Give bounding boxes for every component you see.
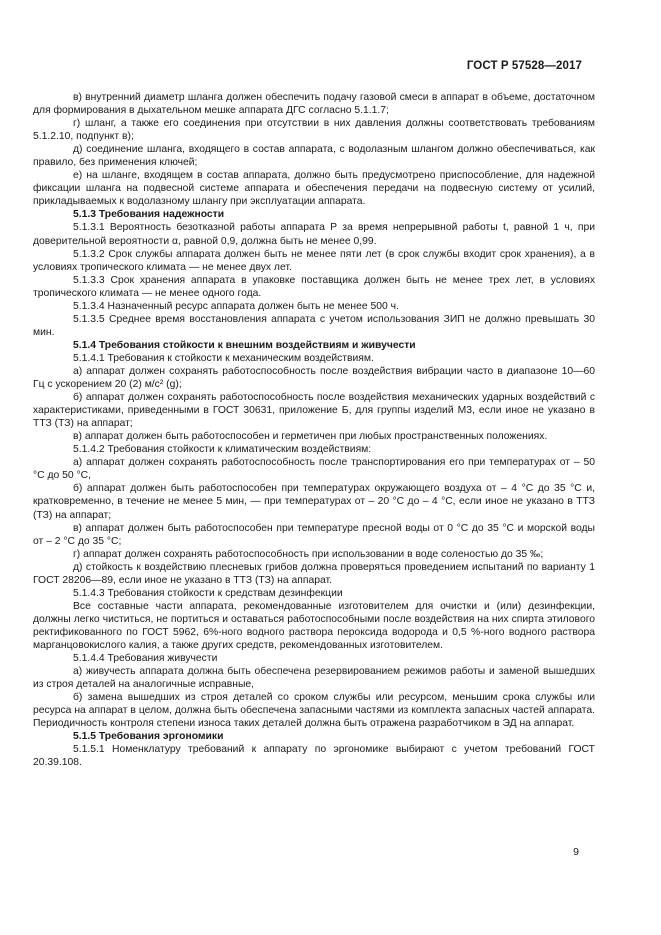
paragraph: Все составные части аппарата, рекомендованные изготовителем для очистки и (или) дезинфекции, должны легко чиститься, не портиться и оставаться работоспособными после воздействия на них спирта этилового ректификованного по ГОСТ 5962, 6%-ного водного раствора пероксида водорода и 0,5 %-ного водного раствора марганцовокислого калия, а также других средств, рекомендованных изготовителем. — [33, 600, 595, 651]
paragraph: 5.1.3.5 Среднее время восстановления аппарата с учетом использования ЗИП не должно превышать 30 мин. — [33, 313, 595, 338]
document-body — [33, 91, 595, 769]
section-heading: 5.1.4 Требования стойкости к внешним воздействиям и живучести — [73, 339, 416, 351]
section-heading: 5.1.5 Требования эргономики — [73, 731, 224, 743]
page-header-doc-id: ГОСТ Р 57528—2017 — [466, 60, 582, 72]
paragraph: е) на шланге, входящем в состав аппарата, должно быть предусмотрено приспособление, для надежной фиксации шланга на подвесной системе аппарата и обеспечения передачи на подвесную систему от усилий, прикладываемых к водолазному шлангу при эксплуатации аппарата. — [33, 170, 595, 208]
paragraph: г) аппарат должен сохранять работоспособность при использовании в воде соленостью до 35 ‰; — [73, 548, 544, 560]
paragraph: в) аппарат должен быть работоспособен и герметичен при любых пространственных положениях. — [73, 431, 548, 443]
paragraph: 5.1.5.1 Номенклатуру требований к аппарату по эргономике выбирают с учетом требований ГОСТ 20.39.108. — [33, 744, 595, 769]
paragraph: 5.1.4.1 Требования к стойкости к механическим воздействиям. — [73, 352, 374, 364]
paragraph: 5.1.3.4 Назначенный ресурс аппарата должен быть не менее 500 ч. — [73, 300, 399, 312]
paragraph: 5.1.4.4 Требования живучести — [73, 653, 218, 665]
page-number: 9 — [573, 846, 579, 858]
paragraph: 5.1.3.2 Срок службы аппарата должен быть не менее пяти лет (в срок службы входит срок хранения), а в условиях тропического климата — не менее двух лет. — [33, 248, 595, 273]
paragraph: а) аппарат должен сохранять работоспособность после транспортирования его при температурах от – 50 °С до 50 °С, — [33, 457, 595, 482]
paragraph: 5.1.3.1 Вероятность безотказной работы аппарата Р за время непрерывной работы t, равной 1 ч, при доверительной вероятности α, равной 0,9, должна быть не менее 0,99. — [33, 222, 595, 247]
paragraph: в) внутренний диаметр шланга должен обеспечить подачу газовой смеси в аппарат в объеме, достаточном для формирования в дыхательном мешке аппарата ДГС согласно 5.1.1.7; — [33, 92, 595, 117]
paragraph: б) аппарат должен сохранять работоспособность после воздействия механических ударных воздействий с характеристиками, приведенными в ГОСТ 30631, приложение Б, для группы изделий М3, если иное не указано в ТТЗ (ТЗ) на аппарат; — [33, 392, 595, 430]
paragraph: а) аппарат должен сохранять работоспособность после воздействия вибрации часто в диапазоне 10—60 Гц с ускорением 20 (2) м/с² (g); — [33, 365, 595, 391]
paragraph: 5.1.3.3 Срок хранения аппарата в упаковке поставщика должен быть не менее трех лет, в условиях тропического климата — не менее одного года. — [33, 274, 595, 299]
paragraph: г) шланг, а также его соединения при отсутствии в них давления должны соответствовать требованиям 5.1.2.10, подпункт в); — [33, 118, 595, 143]
paragraph: в) аппарат должен быть работоспособен при температуре пресной воды от 0 °С до 35 °С и морской воды от – 2 °С до 35 °С; — [33, 522, 595, 547]
paragraph: б) замена вышедших из строя деталей со сроком службы или ресурсом, меньшим срока службы или ресурса на аппарат в целом, должна быть обеспечена запасными частями из комплекта запасных частей аппарата. Периодичность контроля степени износа таких деталей должна быть отражена разработчиком в ЭД на аппарат. — [33, 692, 595, 730]
paragraph: 5.1.4.3 Требования стойкости к средствам дезинфекции — [73, 587, 343, 599]
paragraph: 5.1.4.2 Требования стойкости к климатическим воздействиям: — [73, 444, 372, 456]
paragraph: д) стойкость к воздействию плесневых грибов должна проверяться проведением испытаний по варианту 1 ГОСТ 28206—89, если иное не указано в ТТЗ (ТЗ) на аппарат. — [33, 561, 595, 586]
paragraph: б) аппарат должен быть работоспособен при температурах окружающего воздуха от – 4 °С до 35 °С и, кратковременно, в течение не менее 5 мин, — при температурах от – 20 °С до – 4 °С, если иное не указано в ТТЗ (ТЗ) на аппарат; — [33, 483, 595, 521]
paragraph: д) соединение шланга, входящего в состав аппарата, с водолазным шлангом должно обеспечиваться, как правило, без применения ключей; — [33, 144, 595, 169]
paragraph: а) живучесть аппарата должна быть обеспечена резервированием режимов работы и заменой вышедших из строя деталей на аналогичные исправные, — [33, 666, 595, 691]
section-heading: 5.1.3 Требования надежности — [73, 209, 225, 221]
